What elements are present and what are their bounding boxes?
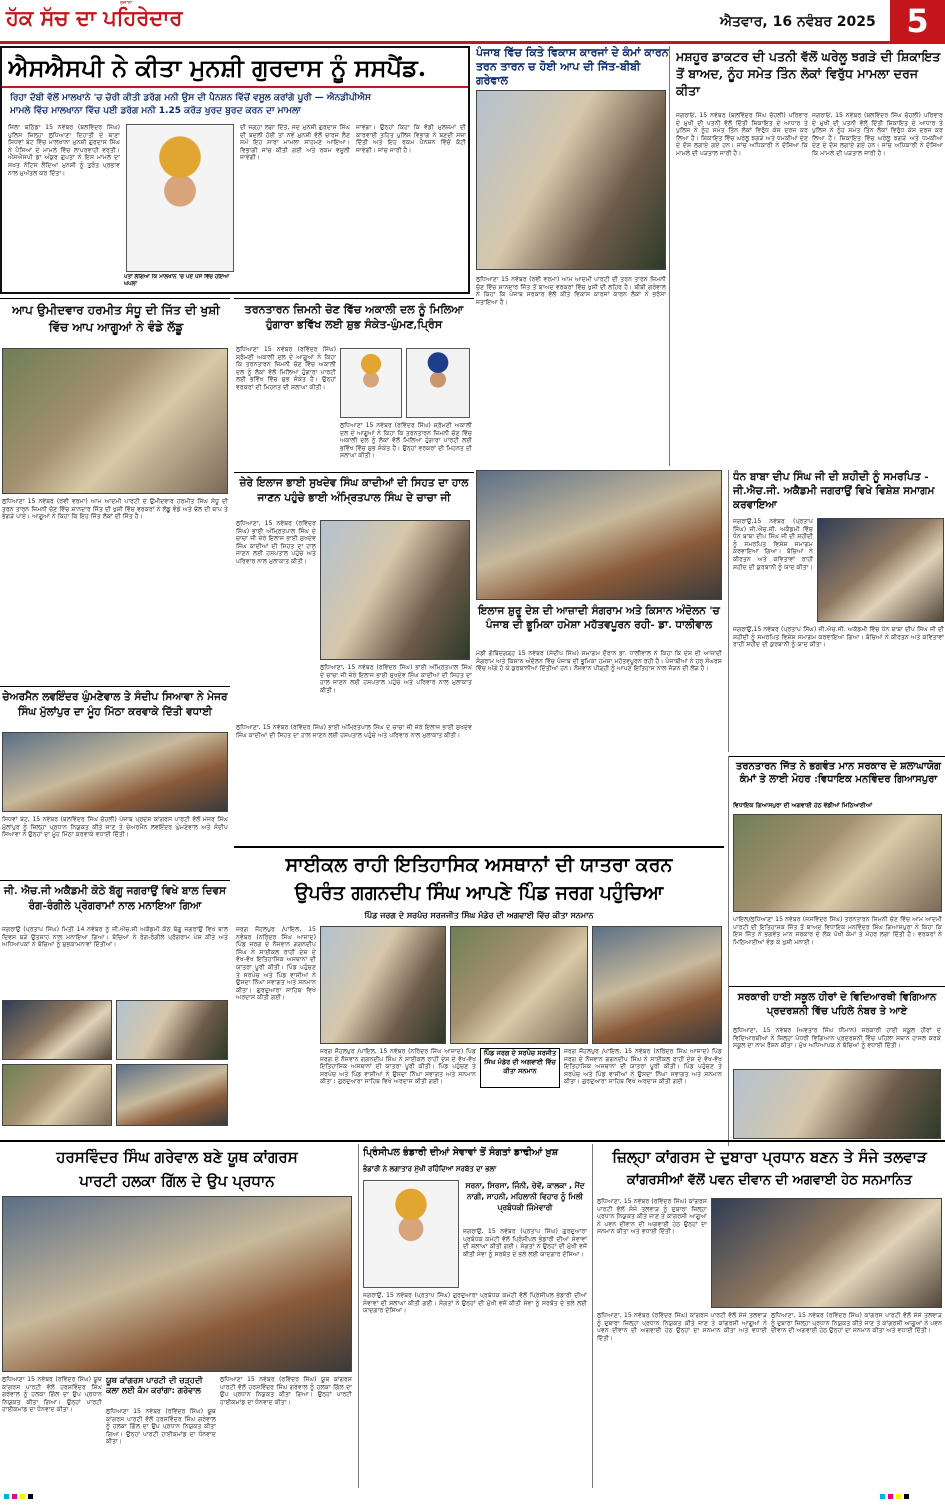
story-body: ਮੰਡੀ ਗੋਬਿੰਦਗੜ੍ਹ 15 ਨਵੰਬਰ (ਸੰਦੀਪ ਸਿੰਘ) ਸਮਾਗਮ ਦੌਰਾਨ ਡਾ. ਧਾਲੀਵਾਲ ਨੇ ਕਿਹਾ ਕਿ ਦੇਸ਼ ਦੀ ਆਜ਼ਾਦੀ ਸੰਗਰਾਮ ਅਤੇ ਕਿਸਾਨ ਅੰਦੋਲਨ ਵਿੱਚ ਪੰਜਾਬ ਦੀ ਭੂਮਿਕਾ ਹਮੇਸ਼ਾ ਮਹੱਤਵਪੂਰਨ ਰਹੀ ਹੈ। ਪੰਜਾਬੀਆਂ ਨੇ ਹਰ ਸੰਘਰਸ਼ ਵਿੱਚ ਅੱਗੇ ਹੋ ਕੇ ਕੁਰਬਾਨੀਆਂ ਦਿੱਤੀਆਂ ਹਨ। ਨੌਜਵਾਨ ਪੀੜ੍ਹੀ ਨੂੰ ਆਪਣੇ ਇਤਿਹਾਸ ਨਾਲ ਜੋੜਨ ਦੀ ਲੋੜ ਹੈ। xyxy=(476,650,722,673)
story-headline: ਧੰਨ ਬਾਬਾ ਦੀਪ ਸਿੰਘ ਜੀ ਦੀ ਸ਼ਹੀਦੀ ਨੂੰ ਸਮਰਪਿਤ - ਜੀ.ਐਚ.ਜੀ. ਅਕੈਡਮੀ ਜਗਰਾਉਂ ਵਿਖੇ ਵਿਸ਼ੇਸ਼ ਸਮਾਗਮ ਕਰਵਾਇਆ xyxy=(733,471,935,511)
divider xyxy=(0,686,230,687)
divider xyxy=(0,298,230,299)
story-headline: ਤਰਨਤਾਰਨ ਜ਼ਿਮਨੀ ਚੋਣ ਵਿੱਚ ਅਕਾਲੀ ਦਲ ਨੂੰ ਮਿਲਿਆ ਹੁੰਗਾਰਾ ਭਵਿੱਖ ਲਈ ਸ਼ੁਭ ਸੰਕੇਤ-ਘੁੰਮਣ,ਪ੍ਰਿੰਸ xyxy=(244,303,464,331)
story-body-col1: ਲੁਧਿਆਣਾ 15 ਨਵੰਬਰ (ਰਵਿੰਦਰ ਸਿੰਘ) ਯੂਥ ਕਾਂਗਰਸ ਪਾਰਟੀ ਵੱਲੋਂ ਹਰਸਵਿੰਦਰ ਸਿੰਘ ਗਰੇਵਾਲ ਨੂੰ ਹਲਕਾ ਗਿੱਲ ਦਾ ਉਪ ਪ੍ਰਧਾਨ ਨਿਯੁਕਤ ਕੀਤਾ ਗਿਆ। ਉਨ੍ਹਾਂ ਪਾਰਟੀ ਹਾਈਕਮਾਂਡ ਦਾ ਧੰਨਵਾਦ ਕੀਤਾ। xyxy=(2,1376,102,1414)
story-talwar xyxy=(592,1144,945,1488)
cyan-mark xyxy=(4,1494,9,1499)
story-headline-2: ਪਾਰਟੀ ਹਲਕਾ ਗਿੱਲ ਦੇ ਉਪ ਪ੍ਰਧਾਨ xyxy=(79,1172,275,1190)
newspaper-name: ਹੱਕ ਸੱਚ ਦਾ ਪਹਿਰੇਦਾਰ xyxy=(6,5,183,30)
story-photo xyxy=(476,470,722,600)
color-registration-marks-right xyxy=(880,1494,940,1502)
lead-subheadline-1: ਰਿਹਾ ਦੱਬੀ ਵੱਲੋਂ ਮਾਲਖਾਨੇ 'ਚ ਚੋਰੀ ਕੀਤੀ ਡਰੱਗ ਮਨੀ ਉਸ ਦੀ ਪੈਨਸ਼ਨ ਵਿੱਚੋਂ ਵਸੂਲ ਕਰਾਂਗੇ ਪੂਰੀ — ਐਨਡੀਪੀਐਸ xyxy=(10,93,372,103)
story-body: ਜਗਰਾਉਂ, 15 ਨਵੰਬਰ (ਪ੍ਰਤਾਪ ਸਿੰਘ) ਗੁਰਦੁਆਰਾ ਪ੍ਰਬੰਧਕ ਕਮੇਟੀ ਵੱਲੋਂ ਪ੍ਰਿੰਸੀਪਲ ਭੰਡਾਰੀ ਦੀਆਂ ਸੇਵਾਵਾਂ ਦੀ ਸ਼ਲਾਘਾ ਕੀਤੀ ਗਈ। ਸੰਗਤਾਂ ਨੇ ਉਨ੍ਹਾਂ ਦੀ ਮੁੱਖੀ ਵਜੋਂ ਕੀਤੀ ਸੇਵਾ ਨੂੰ ਸਰਬੱਤ ਦੇ ਭਲੇ ਲਈ ਯਾਦਗਾਰ ਦੱਸਿਆ। xyxy=(463,1228,587,1258)
story-body-col2: ਲੁਧਿਆਣਾ, 15 ਨਵੰਬਰ (ਰਵਿੰਦਰ ਸਿੰਘ) ਕਾਂਗਰਸ ਪਾਰਟੀ ਵੱਲੋਂ ਸੰਜੇ ਤਲਵਾੜ ਨੂੰ ਦੁਬਾਰਾ ਜ਼ਿਲ੍ਹਾ ਪ੍ਰਧਾਨ ਨਿਯੁਕਤ ਕੀਤੇ ਜਾਣ ਤੇ ਕਾਂਗਰਸੀ ਆਗੂਆਂ ਨੇ ਪਵਨ ਦੀਵਾਨ ਦੀ ਅਗਵਾਈ ਹੇਠ ਉਨ੍ਹਾਂ ਦਾ ਸਨਮਾਨ ਕੀਤਾ ਅਤੇ ਵਧਾਈ ਦਿੱਤੀ। xyxy=(597,1312,767,1342)
lead-body-col2: ਦੀ ਜਗ੍ਹਾ ਲਗਾ ਦਿੱਤੇ, ਜਦ ਮੁਨਸ਼ੀ ਗੁਰਦਾਸ ਸਿੰਘ ਦੀ ਬਦਲੀ ਹੋਈ ਤਾਂ ਨਵੇਂ ਮੁਨਸ਼ੀ ਵੱਲੋਂ ਚਾਰਜ ਲੈਣ ਸਮੇਂ ਇਹ ਸਾਰਾ ਮਾਮਲਾ ਸਾਹਮਣੇ ਆਇਆ। ਵਿਭਾਗੀ ਜਾਂਚ ਕੀਤੀ ਗਈ ਅਤੇ ਰਕਮ ਵਸੂਲੀ ਜਾਵੇਗੀ। xyxy=(240,124,350,162)
lead-body-col3: ਜਾਵੇਗਾ। ਉਨ੍ਹਾਂ ਕਿਹਾ ਕਿ ਵੱਡੀ ਮੁਲਜ਼ਮਾਂ ਦੀ ਕਾਰਵਾਈ ਤਹਿਤ ਪੁਲਿਸ ਵਿਭਾਗ ਨੇ ਬਣਦੀ ਸਜ਼ਾ ਦਿੱਤੀ ਅਤੇ ਇਹ ਰਕਮ ਪੈਨਸ਼ਨ ਵਿੱਚੋਂ ਕੱਟੀ ਜਾਵੇਗੀ। ਜਾਂਚ ਜਾਰੀ ਹੈ। xyxy=(356,124,466,154)
story-kisan xyxy=(474,470,724,860)
lead-headline: ਐਸਐਸਪੀ ਨੇ ਕੀਤਾ ਮੁਨਸ਼ੀ ਗੁਰਦਾਸ ਨੂੰ ਸਸਪੈਂਡ. xyxy=(8,53,427,82)
story-body-cont2: ਲੁਧਿਆਣਾ, 15 ਨਵੰਬਰ (ਰਵਿੰਦਰ ਸਿੰਘ) ਭਾਈ ਅੰਮ੍ਰਿਤਪਾਲ ਸਿੰਘ ਦੇ ਚਾਚਾ ਜੀ ਜ਼ੇਰੇ ਇਲਾਜ ਭਾਈ ਸੁਖਦੇਵ ਸਿੰਘ ਕਾਦੀਆਂ ਦੀ ਸਿਹਤ ਦਾ ਹਾਲ ਜਾਣਨ ਲਈ ਹਸਪਤਾਲ ਪਹੁੰਚੇ ਅਤੇ ਪਰਿਵਾਰ ਨਾਲ ਮੁਲਾਕਾਤ ਕੀਤੀ। xyxy=(236,724,472,739)
divider xyxy=(234,298,474,299)
story-doctor xyxy=(674,46,945,466)
story-photo xyxy=(2,348,228,494)
story-body-col2: ਜਗਰਾਓਂ, 15 ਨਵੰਬਰ (ਬਲਵਿੰਦਰ ਸਿੰਘ ਚੋਹਲੀ) ਪਰਿਵਾਰ ਦੇ ਮੁਖੀ ਦੀ ਪਤਨੀ ਵੱਲੋਂ ਦਿੱਤੀ ਸ਼ਿਕਾਇਤ ਦੇ ਆਧਾਰ ਤੇ ਪੁਲਿਸ ਨੇ ਨੂੰਹ ਸਮੇਤ ਤਿੰਨ ਲੋਕਾਂ ਵਿਰੁੱਧ ਕੇਸ ਦਰਜ ਕਰ ਲਿਆ ਹੈ। ਸ਼ਿਕਾਇਤ ਵਿੱਚ ਘਰੇਲੂ ਝਗੜੇ ਅਤੇ ਧਮਕੀਆਂ ਦੇਣ ਦੇ ਦੋਸ਼ ਲਗਾਏ ਗਏ ਹਨ। ਜਾਂਚ ਅਧਿਕਾਰੀ ਨੇ ਦੱਸਿਆ ਕਿ ਮਾਮਲੇ ਦੀ ਪੜਤਾਲ ਜਾਰੀ ਹੈ। xyxy=(812,112,943,157)
story-grewal-win xyxy=(474,46,670,466)
story-body-col2: ਲੁਧਿਆਣਾ 15 ਨਵੰਬਰ (ਰਵਿੰਦਰ ਸਿੰਘ) ਯੂਥ ਕਾਂਗਰਸ ਪਾਰਟੀ ਵੱਲੋਂ ਹਰਸਵਿੰਦਰ ਸਿੰਘ ਗਰੇਵਾਲ ਨੂੰ ਹਲਕਾ ਗਿੱਲ ਦਾ ਉਪ ਪ੍ਰਧਾਨ ਨਿਯੁਕਤ ਕੀਤਾ ਗਿਆ। ਉਨ੍ਹਾਂ ਪਾਰਟੀ ਹਾਈਕਮਾਂਡ ਦਾ ਧੰਨਵਾਦ ਕੀਤਾ। xyxy=(106,1408,216,1446)
story-body-cont: ਲੁਧਿਆਣਾ 15 ਨਵੰਬਰ (ਰਵਿੰਦਰ ਸਿੰਘ) ਸ਼੍ਰੋਮਣੀ ਅਕਾਲੀ ਦਲ ਦੇ ਆਗੂਆਂ ਨੇ ਕਿਹਾ ਕਿ ਤਰਨਤਾਰਨ ਜ਼ਿਮਨੀ ਚੋਣ ਵਿੱਚ ਅਕਾਲੀ ਦਲ ਨੂੰ ਲੋਕਾਂ ਵੱਲੋਂ ਮਿਲਿਆ ਹੁੰਗਾਰਾ ਪਾਰਟੀ ਲਈ ਭਵਿੱਖ ਵਿੱਚ ਸ਼ੁਭ ਸੰਕੇਤ ਹੈ। ਉਨ੍ਹਾਂ ਵਰਕਰਾਂ ਦੀ ਮਿਹਨਤ ਦੀ ਸ਼ਲਾਘਾ ਕੀਤੀ। xyxy=(340,422,472,460)
story-body-col3: ਜਰਗ ਜੌਹਲਪੁਰ /ਪਾਇਲ, 15 ਨਵੰਬਰ (ਨਰਿੰਦਰ ਸਿੰਘ ਆਜ਼ਾਦ) ਪਿੰਡ ਜਰਗ ਦੇ ਨੌਜਵਾਨ ਗਗਨਦੀਪ ਸਿੰਘ ਨੇ ਸਾਈਕਲ ਰਾਹੀਂ ਦੇਸ਼ ਦੇ ਵੱਖ-ਵੱਖ ਇਤਿਹਾਸਿਕ ਅਸਥਾਨਾਂ ਦੀ ਯਾਤਰਾ ਪੂਰੀ ਕੀਤੀ। ਪਿੰਡ ਪਹੁੰਚਣ ਤੇ ਸਰਪੰਚ ਅਤੇ ਪਿੰਡ ਵਾਸੀਆਂ ਨੇ ਉਸਦਾ ਨਿੱਘਾ ਸਵਾਗਤ ਅਤੇ ਸਨਮਾਨ ਕੀਤਾ। ਗੁਰਦੁਆਰਾ ਸਾਹਿਬ ਵਿਖੇ ਅਰਦਾਸ ਕੀਤੀ ਗਈ। xyxy=(564,1048,722,1086)
story-subheadline: ਭੰਡਾਰੀ ਨੇ ਲਗਾਤਾਰ ਮੁੱਖੀ ਰਹਿੰਦਿਆਂ ਸਰਬੱਤ ਦਾ ਭਲਾ xyxy=(363,1165,497,1173)
page-number: 5 xyxy=(890,0,945,42)
story-headline: ਇਲਾਜ ਸ਼ੁਰੂ ਦੇਸ਼ ਦੀ ਆਜ਼ਾਦੀ ਸੰਗਰਾਮ ਅਤੇ ਕਿਸਾਨ ਅੰਦੋਲਨ 'ਚ ਪੰਜਾਬ ਦੀ ਭੂਮਿਕਾ ਹਮੇਸ਼ਾ ਮਹੱਤਵਪੂਰਨ ਰਹੀ- ਡਾ. ਧਾਲੀਵਾਲ xyxy=(478,605,720,631)
portrait-1 xyxy=(340,348,402,418)
story-body-col3: ਲੁਧਿਆਣਾ, 15 ਨਵੰਬਰ (ਰਵਿੰਦਰ ਸਿੰਘ) ਕਾਂਗਰਸ ਪਾਰਟੀ ਵੱਲੋਂ ਸੰਜੇ ਤਲਵਾੜ ਨੂੰ ਦੁਬਾਰਾ ਜ਼ਿਲ੍ਹਾ ਪ੍ਰਧਾਨ ਨਿਯੁਕਤ ਕੀਤੇ ਜਾਣ ਤੇ ਕਾਂਗਰਸੀ ਆਗੂਆਂ ਨੇ ਪਵਨ ਦੀਵਾਨ ਦੀ ਅਗਵਾਈ ਹੇਠ ਉਨ੍ਹਾਂ ਦਾ ਸਨਮਾਨ ਕੀਤਾ ਅਤੇ ਵਧਾਈ ਦਿੱਤੀ। xyxy=(771,1312,942,1335)
story-photo-4 xyxy=(116,1064,228,1126)
yellow-mark xyxy=(896,1494,901,1499)
story-photo xyxy=(2,1196,352,1372)
story-body-cont: ਜਗਰਾਉਂ, 15 ਨਵੰਬਰ (ਪ੍ਰਤਾਪ ਸਿੰਘ) ਗੁਰਦੁਆਰਾ ਪ੍ਰਬੰਧਕ ਕਮੇਟੀ ਵੱਲੋਂ ਪ੍ਰਿੰਸੀਪਲ ਭੰਡਾਰੀ ਦੀਆਂ ਸੇਵਾਵਾਂ ਦੀ ਸ਼ਲਾਘਾ ਕੀਤੀ ਗਈ। ਸੰਗਤਾਂ ਨੇ ਉਨ੍ਹਾਂ ਦੀ ਮੁੱਖੀ ਵਜੋਂ ਕੀਤੀ ਸੇਵਾ ਨੂੰ ਸਰਬੱਤ ਦੇ ਭਲੇ ਲਈ ਯਾਦਗਾਰ ਦੱਸਿਆ। xyxy=(363,1292,587,1315)
lead-subheadline-2: ਮਾਮਲੇ ਵਿੱਚ ਮਾਲਖਾਨਾ ਵਿੱਚ ਪਈ ਡਰੱਗ ਮਨੀ 1.25 ਕਰੋੜ ਖੁਰਦ ਬੁਰਦ ਕਰਨ ਦਾ ਮਾਮਲਾ xyxy=(10,106,301,116)
color-registration-marks xyxy=(4,1494,64,1502)
story-akali xyxy=(234,298,474,468)
story-body-cont: ਜਗਰਾਉਂ,15 ਨਵੰਬਰ (ਪ੍ਰਤਾਪ ਸਿੰਘ) ਜੀ.ਐਚ.ਜੀ. ਅਕੈਡਮੀ ਵਿੱਚ ਧੰਨ ਬਾਬਾ ਦੀਪ ਸਿੰਘ ਜੀ ਦੀ ਸ਼ਹੀਦੀ ਨੂੰ ਸਮਰਪਿਤ ਵਿਸ਼ੇਸ਼ ਸਮਾਗਮ ਕਰਵਾਇਆ ਗਿਆ। ਬੱਚਿਆਂ ਨੇ ਕੀਰਤਨ ਅਤੇ ਕਵਿਤਾਵਾਂ ਰਾਹੀਂ ਸ਼ਹੀਦ ਦੀ ਕੁਰਬਾਨੀ ਨੂੰ ਯਾਦ ਕੀਤਾ। xyxy=(733,626,944,649)
divider xyxy=(234,472,474,473)
black-mark xyxy=(28,1494,33,1499)
story-bal-divas xyxy=(0,880,230,1130)
story-body-col2: ਜਰਗ ਜੌਹਲਪੁਰ /ਪਾਇਲ, 15 ਨਵੰਬਰ (ਨਰਿੰਦਰ ਸਿੰਘ ਆਜ਼ਾਦ) ਪਿੰਡ ਜਰਗ ਦੇ ਨੌਜਵਾਨ ਗਗਨਦੀਪ ਸਿੰਘ ਨੇ ਸਾਈਕਲ ਰਾਹੀਂ ਦੇਸ਼ ਦੇ ਵੱਖ-ਵੱਖ ਇਤਿਹਾਸਿਕ ਅਸਥਾਨਾਂ ਦੀ ਯਾਤਰਾ ਪੂਰੀ ਕੀਤੀ। ਪਿੰਡ ਪਹੁੰਚਣ ਤੇ ਸਰਪੰਚ ਅਤੇ ਪਿੰਡ ਵਾਸੀਆਂ ਨੇ ਉਸਦਾ ਨਿੱਘਾ ਸਵਾਗਤ ਅਤੇ ਸਨਮਾਨ ਕੀਤਾ। ਗੁਰਦੁਆਰਾ ਸਾਹਿਬ ਵਿਖੇ ਅਰਦਾਸ ਕੀਤੀ ਗਈ। xyxy=(320,1048,476,1086)
story-photo xyxy=(817,518,944,622)
story-headline: ਚੇਅਰਮੈਨ ਲਵਇੰਦਰ ਘੁੰਮਣੇਵਾਲ ਤੇ ਸੰਦੀਪ ਸਿਆਵਾ ਨੇ ਮੇਜਰ ਸਿੰਘ ਮੁੱਲਾਂਪੁਰ ਦਾ ਮੂੰਹ ਮਿੱਠਾ ਕਰਵਾਕੇ ਦਿੱਤੀ ਵਧਾਈ xyxy=(2,691,228,718)
lead-photo xyxy=(126,124,234,272)
story-photo xyxy=(363,1180,459,1288)
story-body-col1: ਜਗਰਾਓਂ, 15 ਨਵੰਬਰ (ਬਲਵਿੰਦਰ ਸਿੰਘ ਚੋਹਲੀ) ਪਰਿਵਾਰ ਦੇ ਮੁਖੀ ਦੀ ਪਤਨੀ ਵੱਲੋਂ ਦਿੱਤੀ ਸ਼ਿਕਾਇਤ ਦੇ ਆਧਾਰ ਤੇ ਪੁਲਿਸ ਨੇ ਨੂੰਹ ਸਮੇਤ ਤਿੰਨ ਲੋਕਾਂ ਵਿਰੁੱਧ ਕੇਸ ਦਰਜ ਕਰ ਲਿਆ ਹੈ। ਸ਼ਿਕਾਇਤ ਵਿੱਚ ਘਰੇਲੂ ਝਗੜੇ ਅਤੇ ਧਮਕੀਆਂ ਦੇਣ ਦੇ ਦੋਸ਼ ਲਗਾਏ ਗਏ ਹਨ। ਜਾਂਚ ਅਧਿਕਾਰੀ ਨੇ ਦੱਸਿਆ ਕਿ ਮਾਮਲੇ ਦੀ ਪੜਤਾਲ ਜਾਰੀ ਹੈ। xyxy=(676,112,808,157)
story-photo xyxy=(476,90,666,270)
story-mullanpur xyxy=(0,686,230,876)
story-body: ਲੁਧਿਆਣਾ 15 ਨਵੰਬਰ (ਰਵੀ ਵਰਮਾ) ਆਮ ਆਦਮੀ ਪਾਰਟੀ ਦੇ ਉਮੀਦਵਾਰ ਹਰਮੀਤ ਸਿੰਘ ਸੰਧੂ ਦੀ ਤਰਨ ਤਾਰਨ ਜ਼ਿਮਨੀ ਚੋਣ ਵਿੱਚ ਸ਼ਾਨਦਾਰ ਜਿੱਤ ਦੀ ਖੁਸ਼ੀ ਵਿੱਚ ਵਰਕਰਾਂ ਨੇ ਲੱਡੂ ਵੰਡੇ ਅਤੇ ਢੋਲ ਦੀ ਥਾਪ ਤੇ ਭੰਗੜੇ ਪਾਏ। ਆਗੂਆਂ ਨੇ ਕਿਹਾ ਕਿ ਇਹ ਜਿੱਤ ਲੋਕਾਂ ਦੀ ਜਿੱਤ ਹੈ। xyxy=(2,498,228,521)
story-photo xyxy=(711,1198,942,1308)
story-body: ਲੁਧਿਆਣਾ 15 ਨਵੰਬਰ (ਰਵੀ ਵਰਮਾ) ਆਮ ਆਦਮੀ ਪਾਰਟੀ ਦੀ ਤਰਨ ਤਾਰਨ ਜ਼ਿਮਨੀ ਚੋਣ ਵਿੱਚ ਸ਼ਾਨਦਾਰ ਜਿੱਤ ਤੋਂ ਬਾਅਦ ਵਰਕਰਾਂ ਵਿੱਚ ਖੁਸ਼ੀ ਦੀ ਲਹਿਰ ਹੈ। ਬੀਬੀ ਗਰੇਵਾਲ ਨੇ ਕਿਹਾ ਕਿ ਪੰਜਾਬ ਸਰਕਾਰ ਵੱਲੋਂ ਕੀਤੇ ਵਿਕਾਸ ਕਾਰਜਾਂ ਕਾਰਨ ਲੋਕਾਂ ਨੇ ਭਰੋਸਾ ਜਤਾਇਆ ਹੈ। xyxy=(476,276,666,306)
story-headline-1: ਹਰਸਵਿੰਦਰ ਸਿੰਘ ਗਰੇਵਾਲ ਬਣੇ ਯੂਥ ਕਾਂਗਰਸ xyxy=(56,1148,298,1166)
lead-story xyxy=(0,46,470,294)
story-headline: ਤਰਨਤਾਰਨ ਜਿੱਤ ਨੇ ਭਗਵੰਤ ਮਾਨ ਸਰਕਾਰ ਦੇ ਸ਼ਲਾਘਾਯੋਗ ਕੰਮਾਂ ਤੇ ਲਾਈ ਮੋਹਰ :ਵਿਧਾਇਕ ਮਨਵਿੰਦਰ ਗਿਆਸਪੁਰਾ xyxy=(735,761,941,785)
divider xyxy=(234,846,724,848)
story-photo-3 xyxy=(592,926,722,1044)
masthead xyxy=(0,0,945,44)
cyan-mark xyxy=(880,1494,885,1499)
story-photo xyxy=(320,520,470,660)
story-body: ਸਿਧਵਾਂ ਬੇਟ, 15 ਨਵੰਬਰ (ਬਲਵਿੰਦਰ ਸਿੰਘ ਚੋਹਲੀ) ਪੰਜਾਬ ਪ੍ਰਦੇਸ਼ ਕਾਂਗਰਸ ਪਾਰਟੀ ਵੱਲੋਂ ਮੇਜਰ ਸਿੰਘ ਮੁੱਲਾਂਪੁਰ ਨੂੰ ਜ਼ਿਲ੍ਹਾ ਪ੍ਰਧਾਨ ਨਿਯੁਕਤ ਕੀਤੇ ਜਾਣ ਤੇ ਚੇਅਰਮੈਨ ਲਵਇੰਦਰ ਘੁੰਮਣੇਵਾਲ ਅਤੇ ਸੰਦੀਪ ਸਿਆਵਾ ਨੇ ਉਨ੍ਹਾਂ ਦਾ ਮੂੰਹ ਮਿੱਠਾ ਕਰਵਾਕੇ ਵਧਾਈ ਦਿੱਤੀ। xyxy=(2,816,228,839)
story-headline: ਜੀ. ਐਚ.ਜੀ ਅਕੈਡਮੀ ਕੋਠੇ ਬੱਗੂ ਜਗਰਾਉਂ ਵਿਖੇ ਬਾਲ ਦਿਵਸ ਰੰਗ-ਰੰਗੀਲੇ ਪ੍ਰੋਗਰਾਮਾਂ ਨਾਲ ਮਨਾਇਆ ਗਿਆ xyxy=(3,885,227,912)
story-laddoo xyxy=(0,298,230,682)
story-cycle-yatra xyxy=(234,846,724,1136)
story-body-col1: ਲੁਧਿਆਣਾ, 15 ਨਵੰਬਰ (ਰਵਿੰਦਰ ਸਿੰਘ) ਕਾਂਗਰਸ ਪਾਰਟੀ ਵੱਲੋਂ ਸੰਜੇ ਤਲਵਾੜ ਨੂੰ ਦੁਬਾਰਾ ਜ਼ਿਲ੍ਹਾ ਪ੍ਰਧਾਨ ਨਿਯੁਕਤ ਕੀਤੇ ਜਾਣ ਤੇ ਕਾਂਗਰਸੀ ਆਗੂਆਂ ਨੇ ਪਵਨ ਦੀਵਾਨ ਦੀ ਅਗਵਾਈ ਹੇਠ ਉਨ੍ਹਾਂ ਦਾ ਸਨਮਾਨ ਕੀਤਾ ਅਤੇ ਵਧਾਈ ਦਿੱਤੀ। xyxy=(597,1198,707,1236)
story-photo xyxy=(733,814,942,912)
story-subheadline: ਪਿੰਡ ਜਰਗ ਦੇ ਸਰਪੰਚ ਸਰਜਜੀਤ ਸਿੰਘ ਮੰਡੇਰ ਦੀ ਅਗਵਾਈ ਵਿੱਚ ਕੀਤਾ ਸਨਮਾਨ xyxy=(364,911,594,920)
lead-photo-caption: ਪਤਾ ਲੱਗਿਆ ਕਿ ਮਾਲਖਾਨੇ 'ਚ ਪਏ ਪੈਸੇ ਵਿੱਚ ਹੋਇਆ ਘਪਲਾ xyxy=(124,274,236,290)
divider xyxy=(0,880,230,881)
story-photo-1 xyxy=(320,926,446,1044)
story-headline: ਜ਼ੇਰੇ ਇਲਾਜ ਭਾਈ ਸੁਖਦੇਵ ਸਿੰਘ ਕਾਦੀਆਂ ਦੀ ਸਿਹਤ ਦਾ ਹਾਲ ਜਾਣਨ ਪਹੁੰਚੇ ਭਾਈ ਅੰਮ੍ਰਿਤਪਾਲ ਸਿੰਘ ਦੇ ਚਾਚਾ ਜੀ xyxy=(239,477,469,504)
story-photo-3 xyxy=(2,1064,112,1126)
story-photo-caption: ਪਿੰਡ ਜਰਗ ਦੇ ਸਰਪੰਚ ਸਰਜੀਤ ਸਿੰਘ ਮੰਡੇਰ ਦੀ ਅਗਵਾਈ ਵਿੱਚ ਕੀਤਾ ਸਨਮਾਨ xyxy=(480,1048,560,1088)
story-caption: ਵਿਧਾਇਕ ਗਿਆਸਪੁਰਾ ਦੀ ਅਗਵਾਈ ਹੇਠ ਵੰਡੀਆਂ ਮਿਠਿਆਈਆਂ xyxy=(733,802,944,812)
portrait-2 xyxy=(406,348,470,418)
story-headline: ਪ੍ਰਿੰਸੀਪਲ ਭੰਡਾਰੀ ਦੀਆਂ ਸੇਵਾਵਾਂ ਤੋਂ ਸੰਗਤਾਂ ਡਾਢੀਆਂ ਖ਼ੁਸ਼ xyxy=(363,1147,559,1158)
story-headline: ਸਰਕਾਰੀ ਹਾਈ ਸਕੂਲ ਹੀਰਾਂ ਦੇ ਵਿਦਿਆਰਥੀ ਵਿਗਿਆਨ ਪ੍ਰਦਰਸ਼ਨੀ ਵਿੱਚ ਪਹਿਲੇ ਨੰਬਰ ਤੇ ਆਏ xyxy=(737,992,937,1017)
story-headline-2: ਕਾਂਗਰਸੀਆਂ ਵੱਲੋਂ ਪਵਨ ਦੀਵਾਨ ਦੀ ਅਗਵਾਈ ਹੇਠ ਸਨਮਾਨਿਤ xyxy=(626,1173,913,1188)
story-youth-congress xyxy=(0,1144,354,1488)
story-headline: ਮਸ਼ਹੂਰ ਡਾਕਟਰ ਦੀ ਪਤਨੀ ਵੱਲੋਂ ਘਰੇਲੂ ਝਗੜੇ ਦੀ ਸ਼ਿਕਾਇਤ ਤੋਂ ਬਾਅਦ, ਨੂੰਹ ਸਮੇਤ ਤਿੰਨ ਲੋਕਾਂ ਵਿਰੁੱਧ ਮਾਮਲਾ ਦਰਜ ਕੀਤਾ xyxy=(676,49,941,98)
story-headline-1: ਜ਼ਿਲ੍ਹਾ ਕਾਂਗਰਸ ਦੇ ਦੁਬਾਰਾ ਪ੍ਰਧਾਨ ਬਣਨ ਤੇ ਸੰਜੇ ਤਲਵਾੜ xyxy=(612,1148,927,1166)
story-deep-singh xyxy=(728,470,945,752)
story-photo-2 xyxy=(116,1000,228,1060)
story-body-col3: ਲੁਧਿਆਣਾ 15 ਨਵੰਬਰ (ਰਵਿੰਦਰ ਸਿੰਘ) ਯੂਥ ਕਾਂਗਰਸ ਪਾਰਟੀ ਵੱਲੋਂ ਹਰਸਵਿੰਦਰ ਸਿੰਘ ਗਰੇਵਾਲ ਨੂੰ ਹਲਕਾ ਗਿੱਲ ਦਾ ਉਪ ਪ੍ਰਧਾਨ ਨਿਯੁਕਤ ਕੀਤਾ ਗਿਆ। ਉਨ੍ਹਾਂ ਪਾਰਟੀ ਹਾਈਕਮਾਂਡ ਦਾ ਧੰਨਵਾਦ ਕੀਤਾ। xyxy=(220,1376,352,1406)
lead-body-col1: ਜਿਲਾ ਬਠਿੰਡਾ 15 ਨਵੰਬਰ (ਬਲਵਿੰਦਰ ਸਿੰਘ) ਪੁਲਿਸ ਜ਼ਿਲ੍ਹਾ ਲੁਧਿਆਣਾ ਦਿਹਾਤੀ ਦੇ ਥਾਣਾ ਸਿਧਵਾਂ ਬੇਟ ਵਿੱਚ ਮਾਲਖਾਨਾ ਮੁਨਸ਼ੀ ਗੁਰਦਾਸ ਸਿੰਘ ਨੇ ਪੈਸਿਆਂ ਦੇ ਮਾਮਲੇ ਵਿੱਚ ਲਾਪਰਵਾਹੀ ਵਰਤੀ। ਐਸਐਸਪੀ ਡਾ ਅੰਕੁਰ ਗੁਪਤਾ ਨੇ ਇਸ ਮਾਮਲੇ ਦਾ ਸਖ਼ਤ ਨੋਟਿਸ ਲੈਂਦਿਆਂ ਮੁਨਸ਼ੀ ਨੂੰ ਤੁਰੰਤ ਪ੍ਰਭਾਵ ਨਾਲ ਮੁਅੱਤਲ ਕਰ ਦਿੱਤਾ। xyxy=(8,124,120,177)
magenta-mark xyxy=(888,1494,893,1499)
story-body: ਪਾਇਲ/ਲੁਧਿਆਣਾ 15 ਨਵੰਬਰ (ਜਸਵਿੰਦਰ ਸਿੰਘ) ਤਰਨਤਾਰਨ ਜ਼ਿਮਨੀ ਚੋਣ ਵਿੱਚ ਆਮ ਆਦਮੀ ਪਾਰਟੀ ਦੀ ਇਤਿਹਾਸਕ ਜਿੱਤ ਤੋਂ ਬਾਅਦ ਵਿਧਾਇਕ ਮਨਵਿੰਦਰ ਸਿੰਘ ਗਿਆਸਪੁਰਾ ਨੇ ਕਿਹਾ ਕਿ ਇਸ ਜਿੱਤ ਨੇ ਭਗਵੰਤ ਮਾਨ ਸਰਕਾਰ ਦੇ ਲੋਕ ਪੱਖੀ ਕੰਮਾਂ ਤੇ ਮੋਹਰ ਲਗਾ ਦਿੱਤੀ ਹੈ। ਵਰਕਰਾਂ ਨੇ ਮਿਠਿਆਈਆਂ ਵੰਡ ਕੇ ਖੁਸ਼ੀ ਮਨਾਈ। xyxy=(733,916,942,946)
story-photo-1 xyxy=(2,1000,112,1060)
story-subheadline-2: ਸਰਨਾ, ਸਿਰਸਾ, ਜਿੰਨੀ, ਚੇਵੇਂ, ਕਾਲਕਾ , ਮੈਂਦ ਨਾਗੀ, ਸਾਹਨੀ, ਮਹਿਲਾਨੀ ਵਿਹਾਰ ਨੂੰ ਮਿਲੀ ਪ੍ਰਬੰਧਕੀ ਜਿੰਮੇਵਾਰੀ xyxy=(465,1181,585,1212)
story-photo-2 xyxy=(450,926,588,1044)
story-body: ਜਗਰਾਉਂ,15 ਨਵੰਬਰ (ਪ੍ਰਤਾਪ ਸਿੰਘ) ਜੀ.ਐਚ.ਜੀ. ਅਕੈਡਮੀ ਵਿੱਚ ਧੰਨ ਬਾਬਾ ਦੀਪ ਸਿੰਘ ਜੀ ਦੀ ਸ਼ਹੀਦੀ ਨੂੰ ਸਮਰਪਿਤ ਵਿਸ਼ੇਸ਼ ਸਮਾਗਮ ਕਰਵਾਇਆ ਗਿਆ। ਬੱਚਿਆਂ ਨੇ ਕੀਰਤਨ ਅਤੇ ਕਵਿਤਾਵਾਂ ਰਾਹੀਂ ਸ਼ਹੀਦ ਦੀ ਕੁਰਬਾਨੀ ਨੂੰ ਯਾਦ ਕੀਤਾ। xyxy=(733,518,813,571)
story-subheadline: ਯੂਥ ਕਾਂਗਰਸ ਪਾਰਟੀ ਦੀ ਚੜ੍ਹਦੀ ਕਲਾ ਲਈ ਕੰਮ ਕਰਾਂਗਾ: ਗਰੇਵਾਲ xyxy=(106,1376,203,1395)
issue-date: ਐਤਵਾਰ, 16 ਨਵੰਬਰ 2025 xyxy=(720,14,876,30)
story-body-cont: ਲੁਧਿਆਣਾ, 15 ਨਵੰਬਰ (ਰਵਿੰਦਰ ਸਿੰਘ) ਭਾਈ ਅੰਮ੍ਰਿਤਪਾਲ ਸਿੰਘ ਦੇ ਚਾਚਾ ਜੀ ਜ਼ੇਰੇ ਇਲਾਜ ਭਾਈ ਸੁਖਦੇਵ ਸਿੰਘ ਕਾਦੀਆਂ ਦੀ ਸਿਹਤ ਦਾ ਹਾਲ ਜਾਣਨ ਲਈ ਹਸਪਤਾਲ ਪਹੁੰਚੇ ਅਤੇ ਪਰਿਵਾਰ ਨਾਲ ਮੁਲਾਕਾਤ ਕੀਤੀ। xyxy=(320,664,472,694)
masthead-tagline: ਰੋਜ਼ਾਨਾ xyxy=(120,0,133,6)
story-bhandari xyxy=(358,1144,588,1488)
story-headline-1: ਸਾਈਕਲ ਰਾਹੀ ਇਤਿਹਾਸਿਕ ਅਸਥਾਨਾਂ ਦੀ ਯਾਤਰਾ ਕਰਨ xyxy=(285,854,673,876)
story-headline-2: ਉਪਰੰਤ ਗਗਨਦੀਪ ਸਿੰਘ ਆਪਣੇ ਪਿੰਡ ਜਰਗ ਪਹੁੰਚਿਆ xyxy=(294,882,664,904)
yellow-mark xyxy=(20,1494,25,1499)
black-mark xyxy=(904,1494,909,1499)
bottom-divider xyxy=(0,1140,945,1142)
story-hiran-school xyxy=(729,986,945,1140)
story-body-col1: ਜਰਗ ਜੌਹਲਪੁਰ /ਪਾਇਲ, 15 ਨਵੰਬਰ (ਨਰਿੰਦਰ ਸਿੰਘ ਆਜ਼ਾਦ) ਪਿੰਡ ਜਰਗ ਦੇ ਨੌਜਵਾਨ ਗਗਨਦੀਪ ਸਿੰਘ ਨੇ ਸਾਈਕਲ ਰਾਹੀਂ ਦੇਸ਼ ਦੇ ਵੱਖ-ਵੱਖ ਇਤਿਹਾਸਿਕ ਅਸਥਾਨਾਂ ਦੀ ਯਾਤਰਾ ਪੂਰੀ ਕੀਤੀ। ਪਿੰਡ ਪਹੁੰਚਣ ਤੇ ਸਰਪੰਚ ਅਤੇ ਪਿੰਡ ਵਾਸੀਆਂ ਨੇ ਉਸਦਾ ਨਿੱਘਾ ਸਵਾਗਤ ਅਤੇ ਸਨਮਾਨ ਕੀਤਾ। ਗੁਰਦੁਆਰਾ ਸਾਹਿਬ ਵਿਖੇ ਅਰਦਾਸ ਕੀਤੀ ਗਈ। xyxy=(236,926,316,1002)
divider xyxy=(729,756,945,757)
story-photo xyxy=(2,732,228,812)
magenta-mark xyxy=(12,1494,17,1499)
story-headline: ਆਪ ਉਮੀਦਵਾਰ ਹਰਮੀਤ ਸੰਧੂ ਦੀ ਜਿੱਤ ਦੀ ਖੁਸ਼ੀ ਵਿੱਚ ਆਪ ਆਗੂਆਂ ਨੇ ਵੰਡੇ ਲੱਡੂ xyxy=(12,303,220,334)
divider xyxy=(2,86,468,88)
story-headline: ਪੰਜਾਬ ਵਿੱਚ ਕਿਤੇ ਵਿਕਾਸ ਕਾਰਜਾਂ ਦੇ ਕੰਮਾਂ ਕਾਰਨ ਤਰਨ ਤਾਰਨ ਚ ਹੋਈ ਆਪ ਦੀ ਜਿੱਤ-ਬੀਬੀ ਗਰੇਵਾਲ xyxy=(476,46,669,87)
story-body: ਲੁਧਿਆਣਾ, 15 ਨਵੰਬਰ (ਰਵਿੰਦਰ ਸਿੰਘ) ਭਾਈ ਅੰਮ੍ਰਿਤਪਾਲ ਸਿੰਘ ਦੇ ਚਾਚਾ ਜੀ ਜ਼ੇਰੇ ਇਲਾਜ ਭਾਈ ਸੁਖਦੇਵ ਸਿੰਘ ਕਾਦੀਆਂ ਦੀ ਸਿਹਤ ਦਾ ਹਾਲ ਜਾਣਨ ਲਈ ਹਸਪਤਾਲ ਪਹੁੰਚੇ ਅਤੇ ਪਰਿਵਾਰ ਨਾਲ ਮੁਲਾਕਾਤ ਕੀਤੀ। xyxy=(236,520,316,565)
story-photo xyxy=(733,1069,941,1139)
story-kadian xyxy=(234,472,474,842)
story-body: ਲੁਧਿਆਣਾ 15 ਨਵੰਬਰ (ਰਵਿੰਦਰ ਸਿੰਘ) ਸ਼੍ਰੋਮਣੀ ਅਕਾਲੀ ਦਲ ਦੇ ਆਗੂਆਂ ਨੇ ਕਿਹਾ ਕਿ ਤਰਨਤਾਰਨ ਜ਼ਿਮਨੀ ਚੋਣ ਵਿੱਚ ਅਕਾਲੀ ਦਲ ਨੂੰ ਲੋਕਾਂ ਵੱਲੋਂ ਮਿਲਿਆ ਹੁੰਗਾਰਾ ਪਾਰਟੀ ਲਈ ਭਵਿੱਖ ਵਿੱਚ ਸ਼ੁਭ ਸੰਕੇਤ ਹੈ। ਉਨ੍ਹਾਂ ਵਰਕਰਾਂ ਦੀ ਮਿਹਨਤ ਦੀ ਸ਼ਲਾਘਾ ਕੀਤੀ। xyxy=(236,346,336,391)
story-body: ਲੁਧਿਆਣਾ, 15 ਨਵੰਬਰ (ਅਵਤਾਰ ਸਿੰਘ ਧੀਮਾਨ) ਸਰਕਾਰੀ ਹਾਈ ਸਕੂਲ ਹੀਰਾਂ ਦੇ ਵਿਦਿਆਰਥੀਆਂ ਨੇ ਜ਼ਿਲ੍ਹਾ ਪੱਧਰੀ ਵਿਗਿਆਨ ਪ੍ਰਦਰਸ਼ਨੀ ਵਿੱਚ ਪਹਿਲਾ ਸਥਾਨ ਹਾਸਲ ਕਰਕੇ ਸਕੂਲ ਦਾ ਨਾਮ ਰੌਸ਼ਨ ਕੀਤਾ। ਮੁੱਖ ਅਧਿਆਪਕ ਨੇ ਬੱਚਿਆਂ ਨੂੰ ਵਧਾਈ ਦਿੱਤੀ। xyxy=(733,1027,941,1050)
story-body: ਜਗਰਾਉਂ (ਪ੍ਰਤਾਪ ਸਿੰਘ) ਮਿਤੀ 14 ਨਵੰਬਰ ਨੂੰ ਜੀ.ਐਚ.ਜੀ ਅਕੈਡਮੀ ਕੋਠੇ ਬੱਗੂ ਜਗਰਾਉਂ ਵਿਖੇ ਬਾਲ ਦਿਵਸ ਬੜੇ ਉਤਸ਼ਾਹ ਨਾਲ ਮਨਾਇਆ ਗਿਆ। ਬੱਚਿਆਂ ਨੇ ਰੰਗ-ਰੰਗੀਲੇ ਪ੍ਰੋਗਰਾਮ ਪੇਸ਼ ਕੀਤੇ ਅਤੇ ਅਧਿਆਪਕਾਂ ਨੇ ਬੱਚਿਆਂ ਨੂੰ ਸ਼ੁਭਕਾਮਨਾਵਾਂ ਦਿੱਤੀਆਂ। xyxy=(2,926,228,949)
